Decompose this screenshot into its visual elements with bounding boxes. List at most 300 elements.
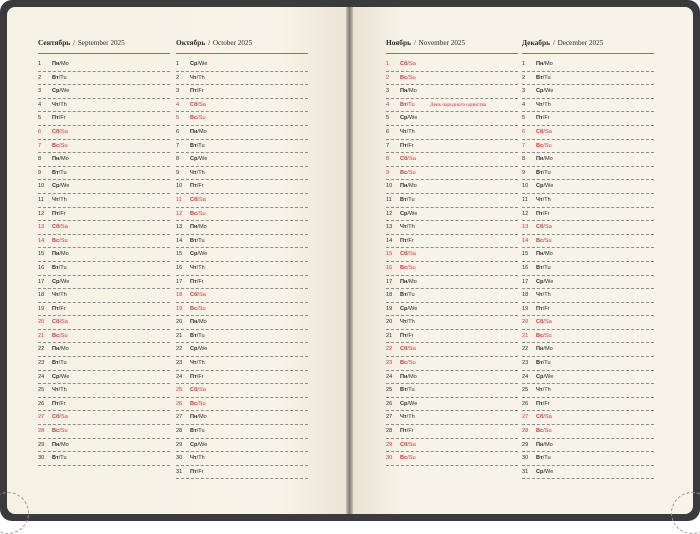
weekday-en: Sa [408,251,416,258]
day-list [386,58,518,466]
weekday-en: Sa [60,128,68,135]
day-row[interactable] [176,126,308,140]
weekday-ru: Сб [536,414,544,421]
weekday-en: Tu [198,142,205,149]
weekday-en: Sa [544,128,552,135]
weekday-label: Чт/Th [536,292,551,299]
weekday-label: Ср/We [400,210,418,217]
day-row[interactable] [38,452,170,466]
weekday-en: We [199,441,208,448]
weekday-ru: Ср [52,373,60,380]
weekday-en: Su [408,264,416,271]
day-row[interactable] [522,235,654,249]
day-row[interactable] [522,208,654,222]
weekday-ru: Вт [190,428,197,435]
day-row[interactable] [38,248,170,262]
weekday-label: Пт/Fr [52,305,66,312]
weekday-ru: Пт [400,142,407,149]
day-row[interactable] [38,99,170,113]
weekday-ru: Пн [52,441,60,448]
day-row[interactable] [38,289,170,303]
day-row[interactable] [38,58,170,72]
day-number: 4 [176,101,180,108]
weekday-ru: Чт [52,387,59,394]
day-row[interactable] [386,276,518,290]
day-row[interactable] [386,330,518,344]
day-number: 16 [38,264,45,271]
day-row[interactable] [176,99,308,113]
weekday-label: Пт/Fr [190,183,204,190]
month-name-ru: Октябрь [176,38,206,47]
day-number: 4 [386,101,390,108]
day-row[interactable] [522,99,654,113]
day-row[interactable] [38,72,170,86]
weekday-label: Сб/Sa [400,441,416,448]
weekday-label: Сб/Sa [190,292,206,299]
month-name-en: October 2025 [212,39,253,47]
day-number: 2 [386,74,390,81]
weekday-en: Fr [408,332,414,339]
day-number: 13 [522,224,529,231]
day-number: 12 [176,210,183,217]
weekday-en: Th [544,101,551,108]
day-row[interactable] [386,262,518,276]
day-row[interactable] [176,208,308,222]
day-row[interactable] [176,194,308,208]
weekday-ru: Пн [190,224,198,231]
weekday-label: Ср/We [536,373,554,380]
weekday-ru: Вс [536,428,544,435]
weekday-ru: Вс [190,210,198,217]
day-row[interactable] [386,72,518,86]
day-number: 30 [386,455,393,462]
day-number: 2 [38,74,42,81]
weekday-ru: Пт [536,115,543,122]
weekday-ru: Чт [400,319,407,326]
day-row[interactable] [38,140,170,154]
weekday-label: Чт/Th [52,292,67,299]
day-row[interactable] [38,235,170,249]
day-row[interactable] [176,140,308,154]
day-row[interactable] [176,371,308,385]
day-number: 7 [38,142,42,149]
day-row[interactable] [176,153,308,167]
day-row[interactable] [522,112,654,126]
weekday-label: Сб/Sa [400,251,416,258]
day-number: 3 [38,88,42,95]
weekday-en: Su [544,142,552,149]
day-row[interactable] [38,85,170,99]
weekday-ru: Вт [190,142,197,149]
weekday-ru: Ср [400,400,408,407]
day-row[interactable] [522,153,654,167]
weekday-label: Вт/Tu [52,74,67,81]
weekday-ru: Вс [400,169,408,176]
weekday-en: We [61,373,70,380]
day-row[interactable] [38,330,170,344]
day-row[interactable] [522,439,654,453]
day-row[interactable] [386,126,518,140]
weekday-en: Fr [198,468,204,475]
weekday-en: Sa [408,346,416,353]
day-row[interactable] [176,357,308,371]
weekday-label: Вс/Su [190,210,206,217]
day-row[interactable] [176,112,308,126]
weekday-en: We [545,183,554,190]
day-row[interactable] [38,343,170,357]
weekday-en: Fr [60,210,66,217]
weekday-en: Sa [198,292,206,299]
day-row[interactable] [38,357,170,371]
day-row[interactable] [38,221,170,235]
weekday-label: Ср/We [536,278,554,285]
day-row[interactable] [386,180,518,194]
day-row[interactable] [38,276,170,290]
weekday-ru: Пт [52,305,59,312]
day-row[interactable] [38,112,170,126]
weekday-en: Tu [60,74,67,81]
day-number: 9 [522,169,526,176]
day-number: 8 [38,156,42,163]
weekday-label: Вс/Su [190,400,206,407]
weekday-en: Tu [60,264,67,271]
weekday-ru: Ср [52,88,60,95]
day-number: 26 [522,400,529,407]
weekday-label: Вт/Tu [190,332,205,339]
day-number: 25 [176,387,183,394]
day-row[interactable] [176,58,308,72]
day-row[interactable] [176,303,308,317]
day-row[interactable] [176,262,308,276]
weekday-label: Вс/Su [190,305,206,312]
weekday-label: Вт/Tu [400,387,415,394]
weekday-label: Ср/We [536,88,554,95]
weekday-en: Su [198,210,206,217]
day-row[interactable] [38,384,170,398]
day-row[interactable] [176,248,308,262]
weekday-ru: Чт [536,292,543,299]
weekday-ru: Пн [190,414,198,421]
day-row[interactable] [522,398,654,412]
day-row[interactable] [386,208,518,222]
day-row[interactable] [176,384,308,398]
day-row[interactable] [386,425,518,439]
day-row[interactable] [176,316,308,330]
day-row[interactable] [386,140,518,154]
day-row[interactable] [522,330,654,344]
day-row[interactable] [386,371,518,385]
weekday-ru: Вт [536,74,543,81]
day-number: 23 [176,360,183,367]
weekday-ru: Вт [400,387,407,394]
weekday-ru: Сб [400,251,408,258]
weekday-label: Пт/Fr [536,305,550,312]
day-row[interactable] [386,235,518,249]
day-number: 5 [522,115,526,122]
weekday-ru: Сб [536,319,544,326]
weekday-label: Пн/Mo [400,373,417,380]
weekday-label: Пт/Fr [400,332,414,339]
day-row[interactable] [38,411,170,425]
weekday-ru: Чт [536,101,543,108]
day-row[interactable] [522,371,654,385]
day-number: 6 [176,128,180,135]
day-row[interactable] [176,425,308,439]
day-row[interactable] [522,425,654,439]
day-number: 3 [176,88,180,95]
weekday-en: Mo [60,251,69,258]
day-row[interactable] [176,411,308,425]
weekday-ru: Пн [52,251,60,258]
day-row[interactable] [176,289,308,303]
day-row[interactable] [522,411,654,425]
day-row[interactable] [522,262,654,276]
day-row[interactable] [176,330,308,344]
day-number: 19 [38,305,45,312]
weekday-en: Su [408,169,416,176]
weekday-ru: Вт [52,360,59,367]
weekday-label: Вт/Tu [190,237,205,244]
weekday-en: Th [544,196,551,203]
weekday-label: Чт/Th [400,128,415,135]
weekday-label: Ср/We [190,156,208,163]
weekday-en: Su [60,332,68,339]
day-row[interactable] [522,180,654,194]
day-row[interactable] [386,343,518,357]
day-row[interactable] [176,398,308,412]
day-row[interactable] [386,316,518,330]
day-row[interactable] [522,357,654,371]
day-row[interactable] [38,180,170,194]
month-header: Октябрь / October 2025 [176,36,308,54]
weekday-label: Сб/Sa [190,196,206,203]
month-name-ru: Сентябрь [38,38,71,47]
weekday-en: Th [408,128,415,135]
day-row[interactable] [176,167,308,181]
day-row[interactable] [522,303,654,317]
day-row[interactable] [176,180,308,194]
weekday-en: Tu [544,455,551,462]
day-row[interactable] [386,452,518,466]
weekday-label: Ср/We [400,305,418,312]
weekday-ru: Пн [400,278,408,285]
day-row[interactable] [386,357,518,371]
day-row[interactable] [176,85,308,99]
day-row[interactable] [522,384,654,398]
weekday-label: Ср/We [400,400,418,407]
day-number: 28 [38,428,45,435]
weekday-ru: Ср [536,278,544,285]
month-name-en: December 2025 [557,39,604,47]
day-row[interactable] [38,303,170,317]
weekday-label: Сб/Sa [536,128,552,135]
weekday-label: Пн/Mo [536,346,553,353]
day-row[interactable] [176,235,308,249]
day-row[interactable] [386,289,518,303]
weekday-label: Вс/Su [190,115,206,122]
weekday-label: Чт/Th [52,101,67,108]
day-row[interactable] [176,439,308,453]
weekday-ru: Вт [52,264,59,271]
day-row[interactable] [386,439,518,453]
day-number: 5 [38,115,42,122]
weekday-ru: Вс [536,332,544,339]
day-number: 18 [522,292,529,299]
day-row[interactable] [38,194,170,208]
weekday-ru: Пт [52,210,59,217]
day-number: 5 [386,115,390,122]
day-number: 15 [522,251,529,258]
weekday-en: Sa [544,224,552,231]
day-row[interactable] [386,167,518,181]
weekday-ru: Чт [190,264,197,271]
day-number: 31 [176,468,183,475]
weekday-en: Fr [544,400,550,407]
day-number: 11 [522,196,528,203]
day-row[interactable] [386,112,518,126]
day-number: 10 [38,183,45,190]
weekday-ru: Пн [190,128,198,135]
day-row[interactable] [38,126,170,140]
weekday-label: Чт/Th [536,101,551,108]
day-row[interactable] [176,72,308,86]
day-row[interactable] [38,425,170,439]
day-number: 22 [38,346,45,353]
day-row[interactable] [522,221,654,235]
weekday-label: Вт/Tu [52,264,67,271]
day-number: 18 [176,292,183,299]
weekday-ru: Чт [52,196,59,203]
day-number: 25 [386,387,393,394]
day-row[interactable] [176,466,308,480]
weekday-ru: Чт [400,414,407,421]
weekday-ru: Вс [400,264,408,271]
weekday-en: Sa [60,414,68,421]
day-number: 19 [386,305,393,312]
day-row[interactable] [386,221,518,235]
weekday-en: Mo [544,61,553,67]
weekday-en: Tu [408,292,415,299]
weekday-en: Fr [198,183,204,190]
day-row[interactable] [176,276,308,290]
weekday-label: Вс/Su [400,74,416,81]
weekday-label: Ср/We [536,468,554,475]
day-row[interactable] [38,208,170,222]
day-number: 31 [522,468,529,475]
weekday-label: Ср/We [190,61,208,67]
day-row[interactable] [522,248,654,262]
day-row[interactable] [386,384,518,398]
day-number: 27 [38,414,45,421]
weekday-label: Чт/Th [190,360,205,367]
weekday-en: We [61,183,70,190]
day-row[interactable] [176,452,308,466]
day-row[interactable] [522,126,654,140]
day-row[interactable] [386,194,518,208]
weekday-label: Вс/Su [400,169,416,176]
weekday-en: Fr [198,88,204,95]
day-number: 25 [38,387,45,394]
day-row[interactable] [38,153,170,167]
day-row[interactable] [522,140,654,154]
weekday-ru: Пн [536,441,544,448]
weekday-ru: Сб [52,128,60,135]
weekday-label: Пн/Mo [536,441,553,448]
day-row[interactable] [522,316,654,330]
day-row[interactable] [386,153,518,167]
weekday-ru: Вт [52,169,59,176]
weekday-en: Fr [544,115,550,122]
weekday-en: Su [408,74,416,81]
weekday-ru: Пт [400,428,407,435]
weekday-en: Tu [408,387,415,394]
day-row[interactable] [38,439,170,453]
weekday-ru: Пн [400,183,408,190]
day-row[interactable] [38,398,170,412]
day-row[interactable] [386,398,518,412]
day-row[interactable] [38,371,170,385]
weekday-label: Сб/Sa [52,128,68,135]
day-row[interactable] [386,303,518,317]
weekday-ru: Вс [190,115,198,122]
day-row[interactable] [38,167,170,181]
day-number: 20 [38,319,45,326]
day-number: 29 [176,441,183,448]
weekday-label: Вс/Su [52,332,68,339]
weekday-ru: Пн [536,156,544,163]
weekday-en: Th [544,292,551,299]
day-row[interactable] [522,72,654,86]
day-row[interactable] [176,343,308,357]
weekday-label: Пт/Fr [536,115,550,122]
day-row[interactable] [522,466,654,480]
day-row[interactable] [522,276,654,290]
day-row[interactable] [386,99,518,113]
weekday-ru: Пт [190,88,197,95]
day-row[interactable] [386,58,518,72]
weekday-label: Вт/Tu [400,292,415,299]
day-list [38,58,170,466]
weekday-en: Tu [60,169,67,176]
weekday-label: Чт/Th [190,264,205,271]
day-number: 17 [38,278,45,285]
day-row[interactable] [38,316,170,330]
day-row[interactable] [38,262,170,276]
weekday-label: Пн/Mo [400,183,417,190]
day-row[interactable] [522,343,654,357]
day-row[interactable] [176,221,308,235]
weekday-label: Пн/Mo [400,88,417,95]
weekday-ru: Пн [190,319,198,326]
day-row[interactable] [386,411,518,425]
weekday-en: Tu [408,196,415,203]
day-row[interactable] [522,289,654,303]
day-row[interactable] [522,58,654,72]
day-row[interactable] [386,248,518,262]
day-row[interactable] [386,85,518,99]
day-row[interactable] [522,194,654,208]
day-row[interactable] [522,167,654,181]
day-row[interactable] [522,85,654,99]
weekday-label: Вт/Tu [400,196,415,203]
weekday-ru: Вс [400,360,408,367]
weekday-en: Mo [60,441,69,448]
weekday-label: Пт/Fr [52,210,66,217]
day-row[interactable] [522,452,654,466]
weekday-en: Mo [60,156,69,163]
day-number: 28 [176,428,183,435]
weekday-label: Вт/Tu [52,169,67,176]
